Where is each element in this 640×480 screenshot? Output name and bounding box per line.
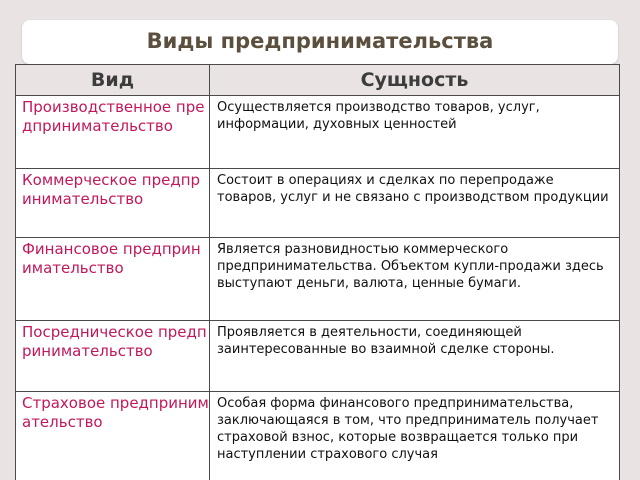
essence-cell: Проявляется в деятельности, соединяющей заинтересованные во взаимной сделке стороны.	[210, 321, 620, 392]
kind-cell: Производственное предпринимательство	[16, 96, 210, 169]
table-row	[16, 169, 620, 238]
kind-cell: Финансовое предпринимательство	[16, 238, 210, 321]
essence-cell: Осуществляется производство товаров, услуг, информации, духовных ценностей	[210, 96, 620, 169]
entrepreneurship-types-table	[15, 64, 620, 480]
kind-cell: Страховое предпринимательство	[16, 392, 210, 480]
table-header-row	[16, 65, 620, 96]
table-row	[16, 392, 620, 480]
kind-cell: Посредническое предпринимательство	[16, 321, 210, 392]
essence-cell: Состоит в операциях и сделках по перепродаже товаров, услуг и не связано с производством продукции	[210, 169, 620, 238]
page-title: Виды предпринимательства	[146, 29, 494, 53]
table-row	[16, 321, 620, 392]
header-kind: Вид	[16, 65, 210, 96]
table-row	[16, 96, 620, 169]
table-row	[16, 238, 620, 321]
essence-cell: Является разновидностью коммерческого предпринимательства. Объектом купли-продажи здесь выступают деньги, валюта, ценные бумаги.	[210, 238, 620, 321]
header-essence: Сущность	[210, 65, 620, 96]
kind-cell: Коммерческое предпринимательство	[16, 169, 210, 238]
essence-cell: Особая форма финансового предпринимательства, заключающаяся в том, что предприниматель получает страховой взнос, которые возвращается только при наступлении страхового случая	[210, 392, 620, 480]
